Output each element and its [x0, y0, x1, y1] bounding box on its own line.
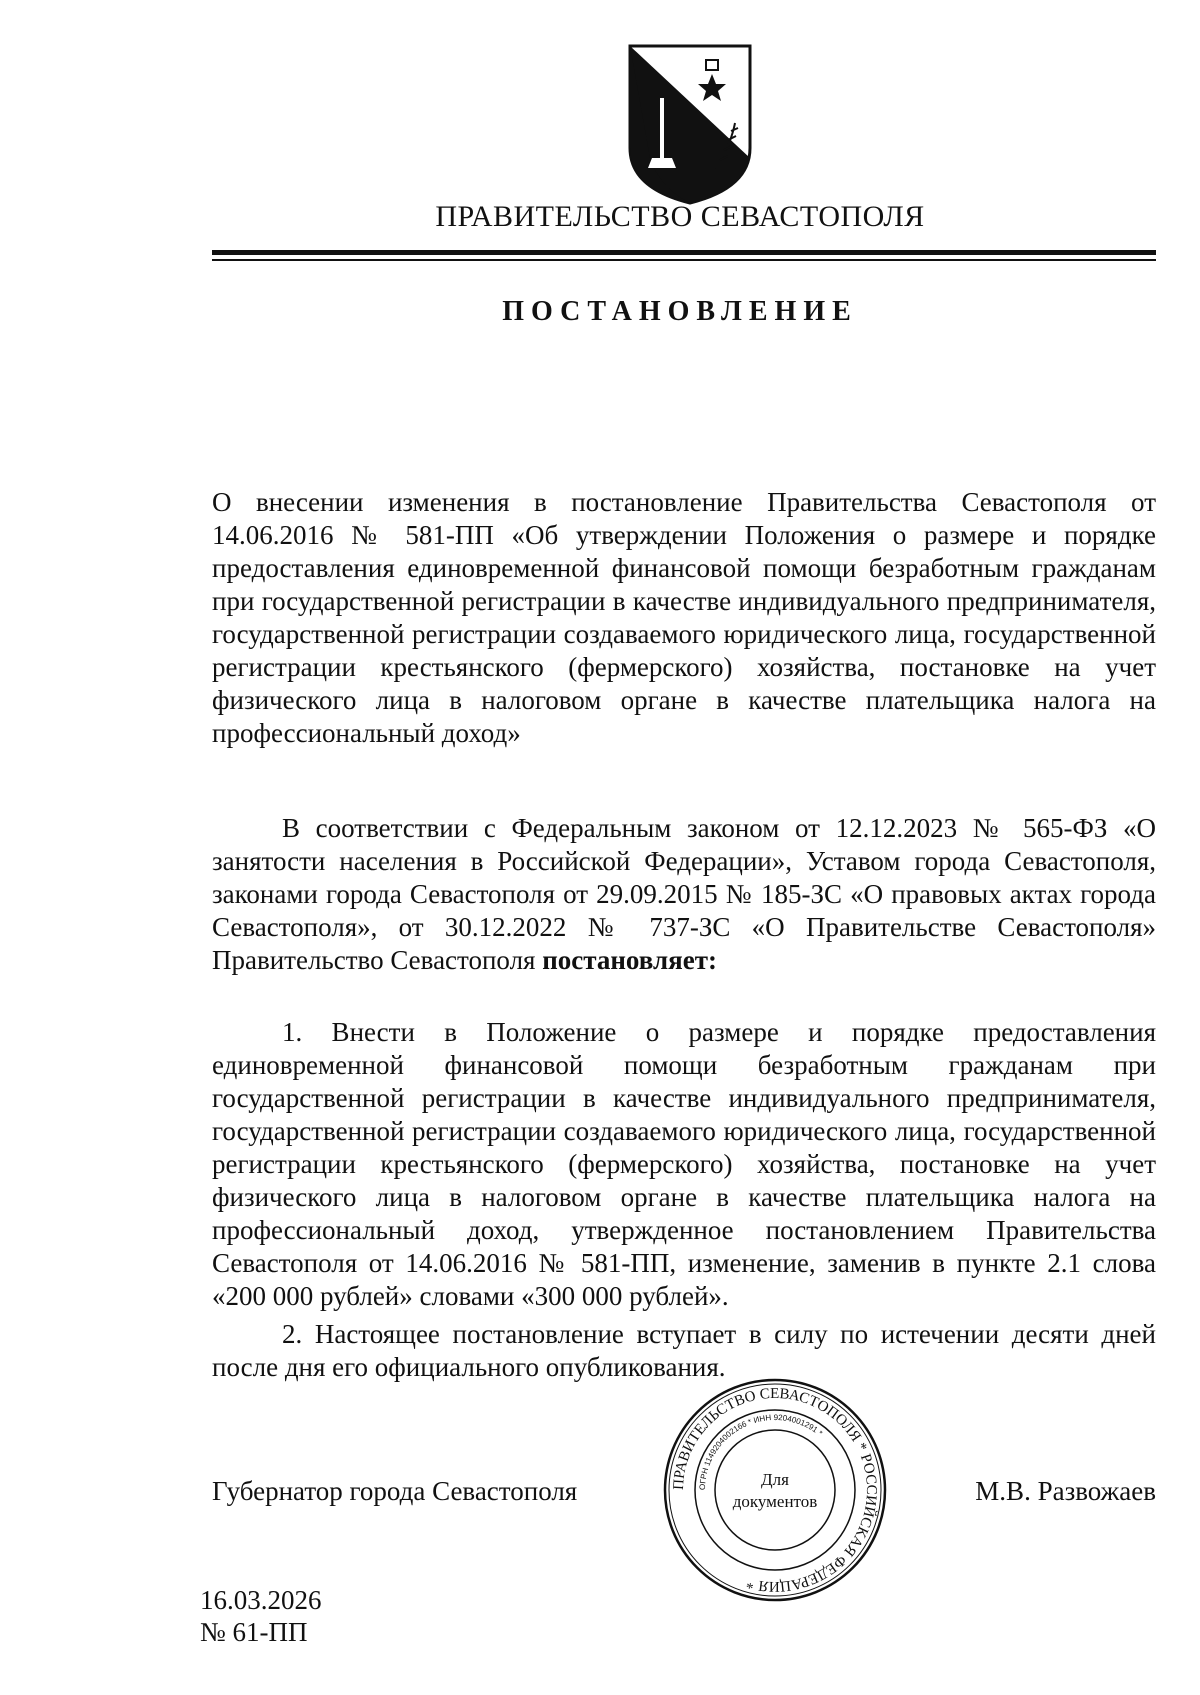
document-date-number — [200, 1584, 322, 1648]
document-date: 16.03.2026 — [200, 1585, 322, 1615]
document-type: ПОСТАНОВЛЕНИЕ — [502, 296, 858, 327]
government-title: ПРАВИТЕЛЬСТВО СЕВАСТОПОЛЯ — [435, 200, 925, 233]
decree-word: постановляет: — [542, 945, 717, 975]
signer-role: Губернатор города Севастополя — [212, 1476, 578, 1506]
stamp-center-line1: Для — [761, 1470, 789, 1489]
list-item: 2. Настоящее постановление вступает в силу по истечении десяти дней после дня его официального опубликования. — [212, 1319, 1156, 1382]
preamble — [212, 812, 1156, 977]
stamp-inner-text: ОГРН 1149204002166 * ИНН 9204001291 * — [697, 1412, 825, 1491]
stamp-outer-text: ПРАВИТЕЛЬСТВО СЕВАСТОПОЛЯ * РОССИЙСКАЯ ФЕДЕРАЦИЯ * — [670, 1385, 880, 1595]
official-stamp — [660, 1375, 890, 1605]
sevastopol-coat-of-arms — [620, 38, 760, 208]
document-subject: О внесении изменения в постановление Правительства Севастополя от 14.06.2016 № 581-ПП «Об утверждении Положения о размере и порядке предоставления единовременной финансовой помощи безработным гражданам при государственной регистрации в качестве индивидуального предпринимателя, государственной регистрации создаваемого юридического лица, государственной регистрации крестьянского (фермерского) хозяйства, постановке на учет физического лица в налоговом органе в качестве плательщика налога на профессиональный доход» — [212, 487, 1156, 748]
list-item: 1. Внести в Положение о размере и порядке предоставления единовременной финансовой помощи безработным гражданам при государственной регистрации в качестве индивидуального предпринимателя, государственной регистрации создаваемого юридического лица, государственной регистрации крестьянского (фермерского) хозяйства, постановке на учет физического лица в налоговом органе в качестве плательщика налога на профессиональный доход, утвержденное постановлением Правительства Севастополя от 14.06.2016 № 581-ПП, изменение, заменив в пункте 2.1 слова «200 000 рублей» словами «300 000 рублей». — [212, 1017, 1156, 1311]
header-rule-thick — [212, 250, 1156, 255]
signer-name: М.В. Развожаев — [975, 1476, 1156, 1506]
stamp-center-line2: документов — [732, 1492, 818, 1511]
document-number: № 61-ПП — [200, 1617, 308, 1647]
header-rule-thin — [212, 259, 1156, 261]
preamble-text: В соответствии с Федеральным законом от 12.12.2023 № 565-ФЗ «О занятости населения в Российской Федерации», Уставом города Севастополя, законами города Севастополя от 29.09.2015 № 185-ЗС «О правовых актах города Севастополя», от 30.12.2022 № 737-ЗС «О Правительстве Севастополя» Правительство Севастополя — [212, 813, 1156, 975]
